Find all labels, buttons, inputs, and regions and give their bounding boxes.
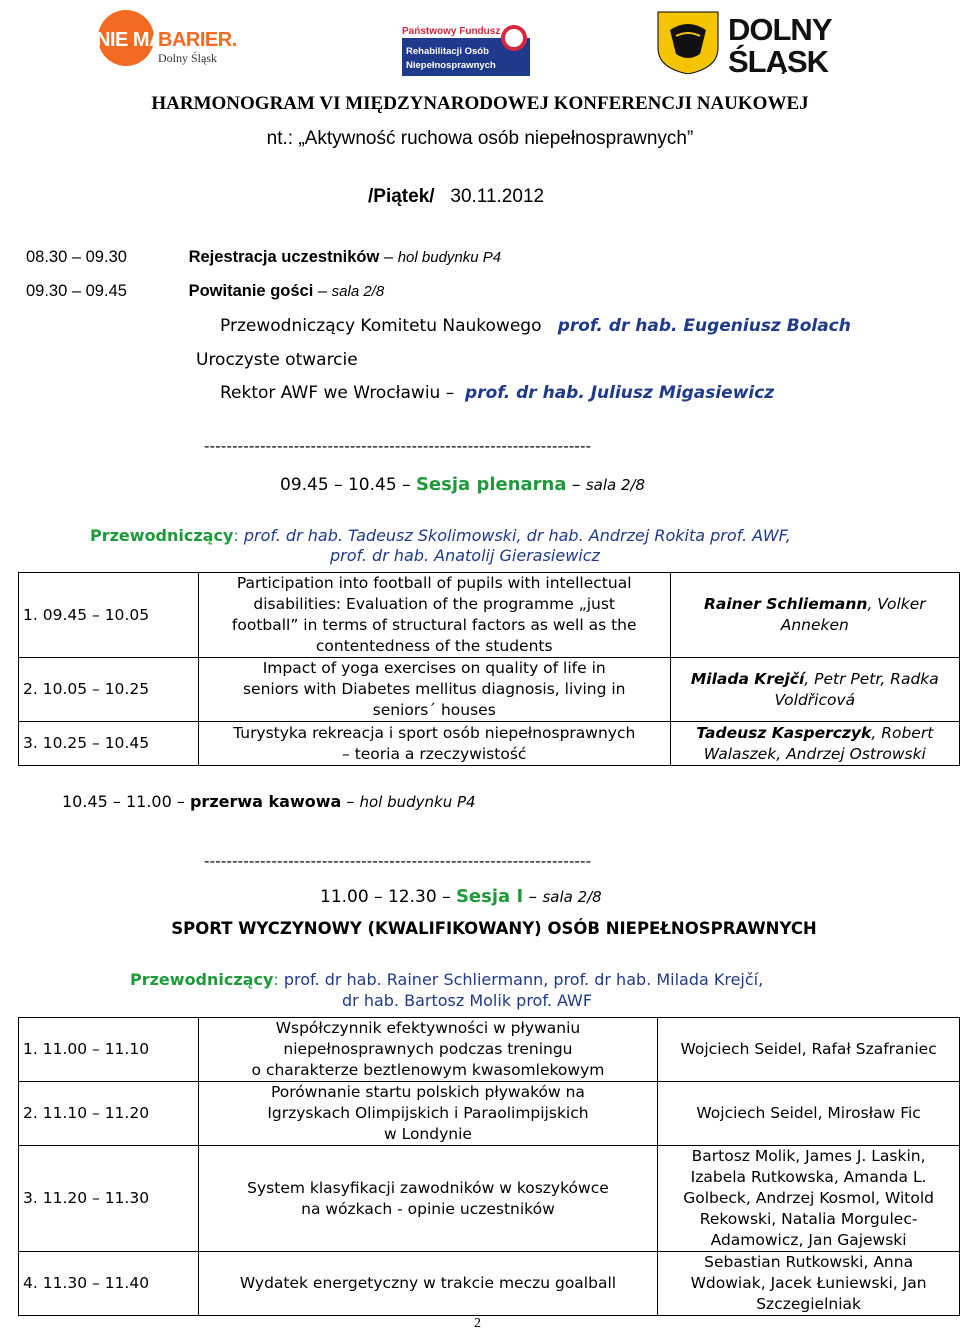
separator-line: --------------------------------------------------------------------- (204, 437, 592, 455)
svg-text:NIE MA: NIE MA (96, 29, 163, 51)
row-authors: Tadeusz Kasperczyk, Robert Walaszek, Andrzej Ostrowski (670, 722, 959, 766)
row-authors: Sebastian Rutkowski, Anna Wdowiak, Jacek Łuniewski, Jan Szczegielniak (658, 1252, 960, 1316)
nie-ma-barier-logo (92, 8, 242, 70)
ceremony-title: Uroczyste otwarcie (196, 350, 358, 370)
row-title: Participation into football of pupils with intellectual disabilities: Evaluation of the programme „just football” in terms of structural factors as well as the contentedness of the students (198, 573, 670, 658)
svg-text:Rehabilitacji Osób: Rehabilitacji Osób (406, 46, 489, 57)
session1-chair-line1: Przewodniczący: prof. dr hab. Rainer Schliermann, prof. dr hab. Milada Krejčí, (130, 970, 764, 989)
svg-text:Dolny Śląsk: Dolny Śląsk (158, 51, 218, 65)
committee-chair-name: prof. dr hab. Eugeniusz Bolach (557, 316, 851, 336)
session1-topic: SPORT WYCZYNOWY (KWALIFIKOWANY) OSÓB NIEPEŁNOSPRAWNYCH (171, 919, 817, 938)
coffee-break-line: 10.45 – 11.00 – przerwa kawowa – hol budynku P4 (62, 792, 476, 811)
row-time: 3. 11.20 – 11.30 (19, 1146, 199, 1252)
opening-time: 09.30 – 09.45 (26, 282, 127, 300)
break-title: przerwa kawowa (189, 792, 342, 811)
row-time: 2. 10.05 – 10.25 (19, 658, 199, 722)
plenary-session-heading: 09.45 – 10.45 – Sesja plenarna – sala 2/8 (280, 474, 646, 495)
row-time: 1. 11.00 – 11.10 (19, 1018, 199, 1082)
row-title: Współczynnik efektywności w pływaniu niepełnosprawnych podczas treningu o charakterze beztlenowym kwasomlekowym (198, 1018, 658, 1082)
opening-item-1: 08.30 – 09.30 Rejestracja uczestników – hol budynku P4 (26, 248, 502, 266)
plenary-chair-names: prof. dr hab. Tadeusz Skolimowski, dr hab. Andrzej Rokita prof. AWF, (243, 526, 791, 545)
row-authors: Milada Krejčí, Petr Petr, Radka Voldřicová (670, 658, 959, 722)
svg-text:Niepełnosprawnych: Niepełnosprawnych (406, 60, 496, 71)
table-row (19, 1252, 960, 1316)
row-title: Turystyka rekreacja i sport osób niepełnosprawnych – teoria a rzeczywistość (198, 722, 670, 766)
opening-time: 08.30 – 09.30 (26, 248, 127, 266)
rector-name: prof. dr hab. Juliusz Migasiewicz (465, 383, 775, 403)
plenary-time: 09.45 – 10.45 (280, 475, 397, 495)
separator-line: --------------------------------------------------------------------- (204, 852, 592, 870)
session1-name: Sesja I (455, 886, 524, 907)
row-authors: Wojciech Seidel, Mirosław Fic (658, 1082, 960, 1146)
pfron-logo (402, 24, 532, 76)
table-row (19, 573, 960, 658)
opening-place: sala 2/8 (331, 283, 385, 300)
svg-text:BARIER.: BARIER. (158, 29, 237, 51)
opening-title: Rejestracja uczestników (188, 248, 380, 266)
session1-time: 11.00 – 12.30 (320, 887, 437, 907)
row-time: 1. 09.45 – 10.05 (19, 573, 199, 658)
committee-chair-label: Przewodniczący Komitetu Naukowego (220, 316, 542, 336)
row-authors: Wojciech Seidel, Rafał Szafraniec (658, 1018, 960, 1082)
row-time: 2. 11.10 – 11.20 (19, 1082, 199, 1146)
row-time: 3. 10.25 – 10.45 (19, 722, 199, 766)
opening-title: Powitanie gości (188, 282, 314, 300)
svg-text:ŚLĄSK: ŚLĄSK (728, 44, 829, 74)
opening-item-2: 09.30 – 09.45 Powitanie gości – sala 2/8 (26, 282, 385, 300)
session1-place: sala 2/8 (542, 888, 602, 906)
row-title: Wydatek energetyczny w trakcie meczu goalball (198, 1252, 658, 1316)
session1-heading: 11.00 – 12.30 – Sesja I – sala 2/8 (320, 886, 602, 907)
committee-chair-line (220, 316, 851, 336)
session1-schedule-table (18, 1017, 960, 1316)
table-row (19, 1082, 960, 1146)
session1-chair-label: Przewodniczący (130, 970, 274, 989)
document-subtitle: nt.: „Aktywność ruchowa osób niepełnosprawnych” (266, 128, 694, 149)
session1-chair-names: prof. dr hab. Rainer Schliermann, prof. dr hab. Milada Krejčí, (283, 970, 764, 989)
plenary-name: Sesja plenarna (415, 474, 567, 495)
day-label: /Piątek/ (368, 186, 435, 207)
svg-text:Państwowy Fundusz: Państwowy Fundusz (402, 26, 501, 37)
page-number: 2 (474, 1316, 481, 1331)
row-title: Impact of yoga exercises on quality of life in seniors with Diabetes mellitus diagnosis, living in seniors´ houses (198, 658, 670, 722)
break-place: hol budynku P4 (359, 793, 476, 811)
plenary-chair-line2: prof. dr hab. Anatolij Gierasiewicz (330, 546, 600, 565)
table-row (19, 658, 960, 722)
session1-chair-line2: dr hab. Bartosz Molik prof. AWF (342, 991, 593, 1010)
svg-text:DOLNY: DOLNY (728, 12, 832, 47)
dolny-slask-crest-icon (656, 10, 876, 74)
row-authors: Bartosz Molik, James J. Laskin, Izabela Rutkowska, Amanda L. Golbeck, Andrzej Kosmol, Witold Rekowski, Natalia Morgulec- Adamowicz, Jan Gajewski (658, 1146, 960, 1252)
plenary-schedule-table (18, 572, 960, 766)
table-row (19, 1146, 960, 1252)
opening-place: hol budynku P4 (397, 249, 502, 266)
table-row (19, 1018, 960, 1082)
table-row (19, 722, 960, 766)
row-title: Porównanie startu polskich pływaków na Igrzyskach Olimpijskich i Paraolimpijskich w Londynie (198, 1082, 658, 1146)
date-line (368, 186, 544, 208)
row-authors: Rainer Schliemann, Volker Anneken (670, 573, 959, 658)
row-time: 4. 11.30 – 11.40 (19, 1252, 199, 1316)
rector-line: Rektor AWF we Wrocławiu – prof. dr hab. Juliusz Migasiewicz (220, 383, 775, 403)
row-title: System klasyfikacji zawodników w koszykówce na wózkach - opinie uczestników (198, 1146, 658, 1252)
plenary-chair-line1: Przewodniczący: prof. dr hab. Tadeusz Skolimowski, dr hab. Andrzej Rokita prof. AWF, (90, 526, 791, 545)
document-title: HARMONOGRAM VI MIĘDZYNARODOWEJ KONFERENCJI NAUKOWEJ (151, 93, 809, 114)
nie-ma-barier-logo-graphic (92, 8, 242, 70)
date-value: 30.11.2012 (450, 186, 545, 207)
plenary-chair-label: Przewodniczący (90, 526, 234, 545)
rector-label: Rektor AWF we Wrocławiu (220, 383, 441, 403)
dolny-slask-logo (656, 10, 876, 74)
plenary-place: sala 2/8 (585, 476, 646, 494)
break-time: 10.45 – 11.00 (62, 792, 172, 811)
pfron-logo-graphic (402, 24, 532, 76)
